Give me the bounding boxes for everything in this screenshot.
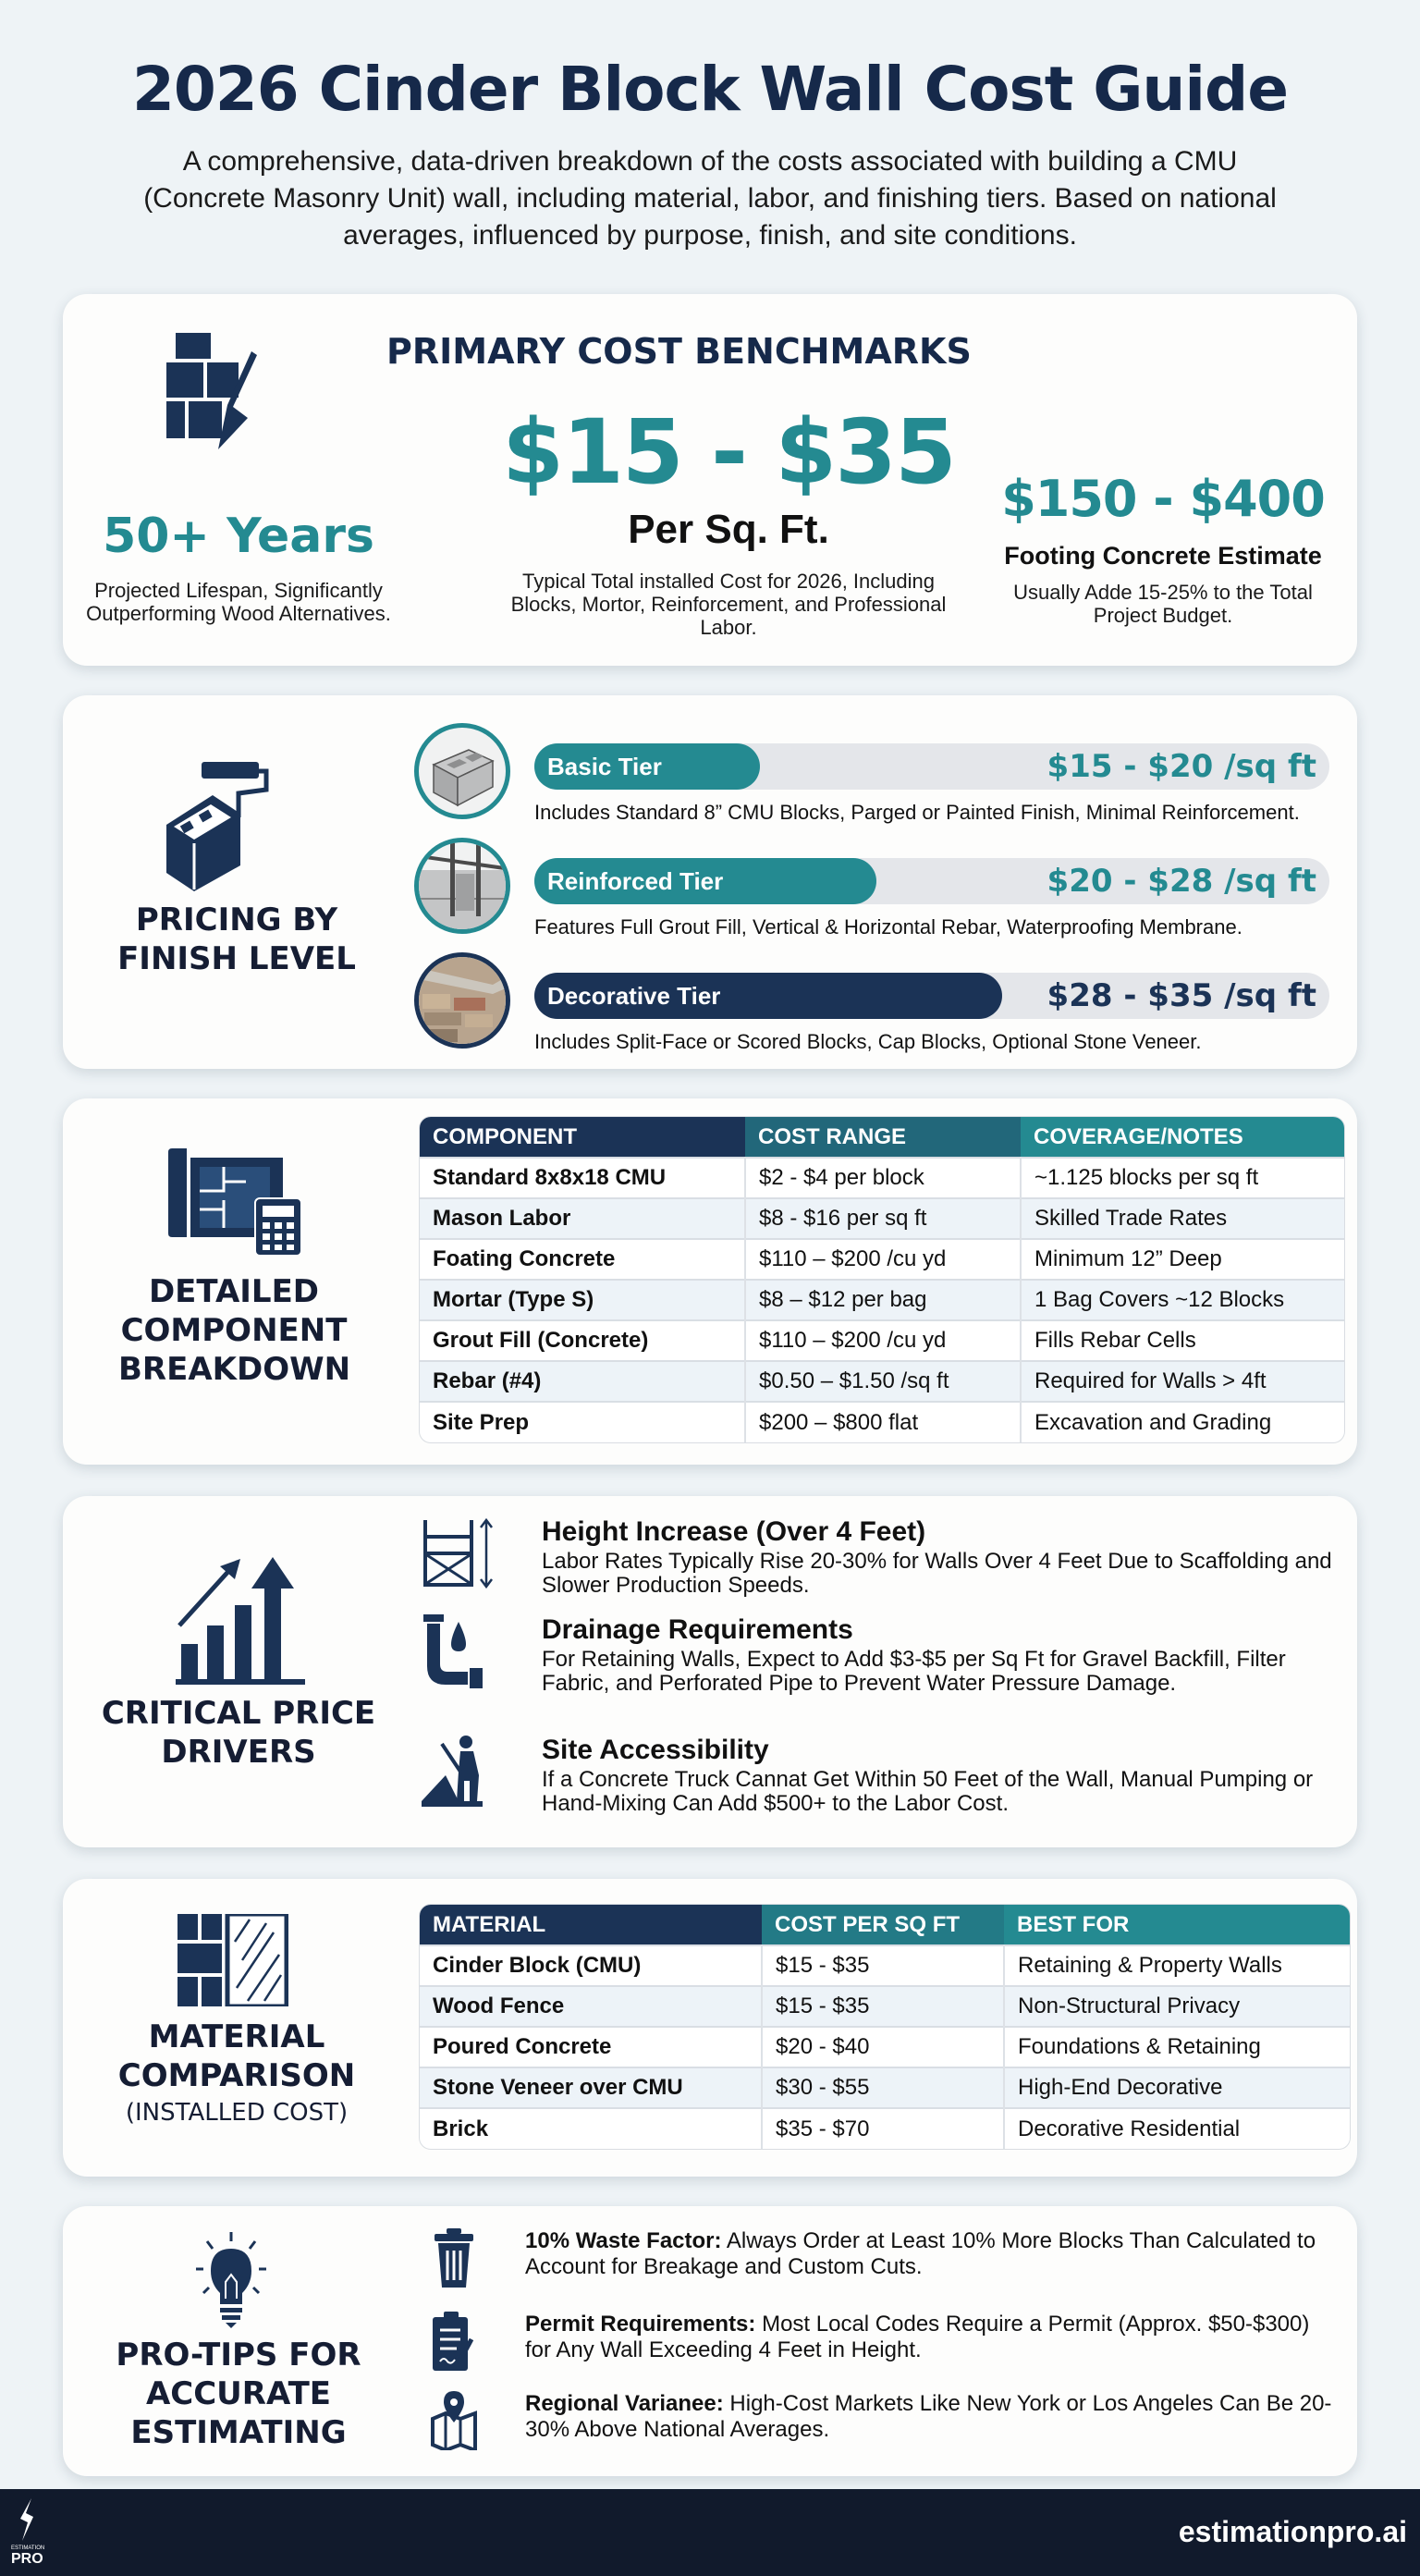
page-header — [0, 0, 1420, 277]
logo-big-text: PRO — [11, 2551, 43, 2567]
scaffolding-icon — [422, 1516, 496, 1590]
material-name: Poured Concrete — [420, 2027, 762, 2067]
materials-title: MATERIAL COMPARISON — [117, 2018, 356, 2094]
worker-shovel-icon — [422, 1735, 496, 1809]
brick-trowel-icon — [166, 333, 259, 453]
tier-reinforced — [414, 838, 1339, 939]
tier-reinforced-description: Features Full Grout Fill, Vertical & Horizontal Rebar, Waterproofing Membrane. — [534, 915, 1242, 938]
table-row — [420, 2067, 1350, 2108]
material-name: Wood Fence — [420, 1986, 762, 2027]
component-table — [420, 1117, 1344, 1442]
lifespan-description: Projected Lifespan, Significantly Outperforming Wood Alternatives. — [86, 579, 391, 625]
material-cost: $15 - $35 — [762, 1986, 1004, 2027]
map-pin-icon — [431, 2391, 477, 2450]
tier-reinforced-label: Reinforced Tier — [534, 858, 876, 904]
component-name: Rebar (#4) — [420, 1361, 745, 1402]
tip-permit-text — [525, 2312, 1339, 2363]
page-title: 2026 Cinder Block Wall Cost Guide — [131, 54, 1289, 125]
driver-drainage-title: Drainage Requirements — [542, 1614, 853, 1645]
driver-access-title: Site Accessibility — [542, 1735, 769, 1765]
component-cost: $8 – $12 per bag — [745, 1280, 1021, 1320]
table-row — [420, 1320, 1344, 1361]
table-row — [420, 1986, 1350, 2027]
component-note: ~1.125 blocks per sq ft — [1021, 1158, 1344, 1198]
lifespan-value: 50+ Years — [103, 509, 374, 564]
basic-block-image — [414, 723, 510, 819]
material-name: Brick — [420, 2108, 762, 2149]
tip-waste-factor-text — [525, 2228, 1339, 2280]
table-row — [420, 2108, 1350, 2149]
component-name: Site Prep — [420, 1402, 745, 1442]
estimation-pro-logo[interactable] — [11, 2498, 45, 2569]
tip-text: High-Cost Markets Like New York or Los Angeles Can Be 20-30% Above National Averages. — [525, 2391, 1332, 2442]
tier-reinforced-price: $20 - $28 /sq ft — [1047, 863, 1316, 900]
tier-basic-description: Includes Standard 8” CMU Blocks, Parged or Painted Finish, Minimal Reinforcement. — [534, 801, 1300, 824]
component-note: 1 Bag Covers ~12 Blocks — [1021, 1280, 1344, 1320]
tip-label: 10% Waste Factor: — [525, 2228, 722, 2253]
component-note: Fills Rebar Cells — [1021, 1320, 1344, 1361]
component-cost: $2 - $4 per block — [745, 1158, 1021, 1198]
trash-can-icon — [431, 2228, 477, 2288]
main-cost-description: Typical Total installed Cost for 2026, Including Blocks, Mortor, Reinforcement, and Professional Labor. — [510, 570, 947, 639]
tier-decorative — [414, 952, 1339, 1054]
tip-text: Always Order at Least 10% More Blocks Than Calculated to Account for Breakage and Custom Cuts. — [525, 2228, 1316, 2279]
pricing-tiers-card — [63, 695, 1357, 1069]
tier-decorative-description: Includes Split-Face or Scored Blocks, Cap Blocks, Optional Stone Veneer. — [534, 1030, 1202, 1053]
component-breakdown-card — [63, 1098, 1357, 1465]
tip-label: Regional Varianee: — [525, 2391, 724, 2416]
component-note: Required for Walls > 4ft — [1021, 1361, 1344, 1402]
material-name: Cinder Block (CMU) — [420, 1945, 762, 1986]
stone-veneer-icon — [419, 957, 506, 1044]
header-best-for: BEST FOR — [1004, 1905, 1350, 1945]
table-row — [420, 1198, 1344, 1239]
driver-access-description: If a Concrete Truck Cannat Get Within 50 Feet of the Wall, Manual Pumping or Hand-Mixing Can Add $500+ to the Labor Cost. — [542, 1767, 1314, 1816]
footer — [0, 2489, 1420, 2576]
lightbulb-icon — [194, 2232, 268, 2328]
paint-roller-block-icon — [166, 762, 277, 891]
driver-height-description: Labor Rates Typically Rise 20-30% for Walls Over 4 Feet Due to Scaffolding and Slower Production Speeds. — [542, 1549, 1332, 1598]
material-swatch-icon — [178, 1914, 288, 2006]
component-name: Mason Labor — [420, 1198, 745, 1239]
material-cost: $35 - $70 — [762, 2108, 1004, 2149]
component-name: Standard 8x8x18 CMU — [420, 1158, 745, 1198]
benchmarks-card — [63, 294, 1357, 666]
price-drivers-card — [63, 1496, 1357, 1847]
component-name: Foating Concrete — [420, 1239, 745, 1280]
benchmarks-title: PRIMARY COST BENCHMARKS — [386, 331, 972, 372]
website-link[interactable]: estimationpro.ai — [1178, 2515, 1407, 2548]
header-component: COMPONENT — [420, 1117, 745, 1158]
component-cost: $110 – $200 /cu yd — [745, 1239, 1021, 1280]
material-name: Stone Veneer over CMU — [420, 2067, 762, 2108]
reinforced-block-image — [414, 838, 510, 934]
tier-decorative-price: $28 - $35 /sq ft — [1047, 977, 1316, 1014]
material-best-for: Decorative Residential — [1004, 2108, 1350, 2149]
tip-text: Most Local Codes Require a Permit (Approx. $50-$300) for Any Wall Exceeding 4 Feet in Height. — [525, 2312, 1310, 2362]
table-row — [420, 1239, 1344, 1280]
component-name: Mortar (Type S) — [420, 1280, 745, 1320]
component-note: Excavation and Grading — [1021, 1402, 1344, 1442]
pipe-drop-icon — [422, 1614, 496, 1688]
material-table — [420, 1905, 1350, 2149]
component-table-header — [420, 1117, 1344, 1158]
tier-decorative-label: Decorative Tier — [534, 973, 1002, 1019]
material-best-for: Retaining & Property Walls — [1004, 1945, 1350, 1986]
main-cost-range: $15 - $35 — [502, 400, 955, 504]
components-title: DETAILED COMPONENT BREAKDOWN — [118, 1273, 351, 1388]
page-subtitle: A comprehensive, data-driven breakdown of the costs associated with building a CMU (Concrete Masonry Unit) wall, including material, labor, and finishing tiers. Based on national averages, influenced by purpose, finish, and site conditions. — [143, 146, 1277, 251]
tier-basic-price: $15 - $20 /sq ft — [1047, 748, 1316, 785]
material-best-for: Foundations & Retaining — [1004, 2027, 1350, 2067]
decorative-block-image — [414, 952, 510, 1049]
cmu-block-icon — [419, 728, 506, 815]
table-row — [420, 1402, 1344, 1442]
footing-label: Footing Concrete Estimate — [1004, 542, 1322, 570]
header-coverage: COVERAGE/NOTES — [1021, 1117, 1344, 1158]
driver-drainage-description: For Retaining Walls, Expect to Add $3-$5 per Sq Ft for Gravel Backfill, Filter Fabric, and Perforated Pipe to Prevent Water Pressure Damage. — [542, 1647, 1286, 1696]
main-cost-unit: Per Sq. Ft. — [628, 507, 829, 552]
material-table-header — [420, 1905, 1350, 1945]
pro-tips-card — [63, 2206, 1357, 2476]
header-cost-range: COST RANGE — [745, 1117, 1021, 1158]
tier-reinforced-bar — [534, 858, 1329, 904]
rebar-block-icon — [419, 842, 506, 929]
lightning-bolt-icon — [17, 2498, 35, 2541]
component-name: Grout Fill (Concrete) — [420, 1320, 745, 1361]
driver-height-title: Height Increase (Over 4 Feet) — [542, 1516, 926, 1547]
table-row — [420, 1361, 1344, 1402]
material-cost: $15 - $35 — [762, 1945, 1004, 1986]
table-row — [420, 1280, 1344, 1320]
footing-description: Usually Adde 15-25% to the Total Project Budget. — [1013, 581, 1313, 627]
drivers-title: CRITICAL PRICE DRIVERS — [101, 1695, 376, 1771]
material-cost: $30 - $55 — [762, 2067, 1004, 2108]
tip-regional-text — [525, 2391, 1339, 2443]
component-note: Skilled Trade Rates — [1021, 1198, 1344, 1239]
table-row — [420, 2027, 1350, 2067]
blueprint-calculator-icon — [168, 1145, 303, 1256]
table-row — [420, 1945, 1350, 1986]
clipboard-pen-icon — [431, 2312, 477, 2371]
component-cost: $200 – $800 flat — [745, 1402, 1021, 1442]
header-material: MATERIAL — [420, 1905, 762, 1945]
tier-basic-label: Basic Tier — [534, 743, 760, 790]
tips-title: PRO-TIPS FOR ACCURATE ESTIMATING — [116, 2337, 361, 2451]
component-cost: $110 – $200 /cu yd — [745, 1320, 1021, 1361]
tier-decorative-bar — [534, 973, 1329, 1019]
tiers-title: PRICING BY FINISH LEVEL — [117, 902, 356, 977]
logo-small-text: ESTIMATION — [11, 2545, 45, 2551]
rising-chart-icon — [176, 1557, 305, 1687]
material-cost: $20 - $40 — [762, 2027, 1004, 2067]
material-best-for: High-End Decorative — [1004, 2067, 1350, 2108]
tier-basic — [414, 723, 1339, 825]
materials-subtitle: (INSTALLED COST) — [125, 2099, 349, 2127]
material-best-for: Non-Structural Privacy — [1004, 1986, 1350, 2027]
component-cost: $0.50 – $1.50 /sq ft — [745, 1361, 1021, 1402]
footing-cost-range: $150 - $400 — [1001, 470, 1325, 528]
tip-label: Permit Requirements: — [525, 2312, 756, 2337]
component-note: Minimum 12” Deep — [1021, 1239, 1344, 1280]
table-row — [420, 1158, 1344, 1198]
component-cost: $8 - $16 per sq ft — [745, 1198, 1021, 1239]
material-comparison-card — [63, 1879, 1357, 2177]
header-cost-per-sqft: COST PER SQ FT — [762, 1905, 1004, 1945]
tier-basic-bar — [534, 743, 1329, 790]
